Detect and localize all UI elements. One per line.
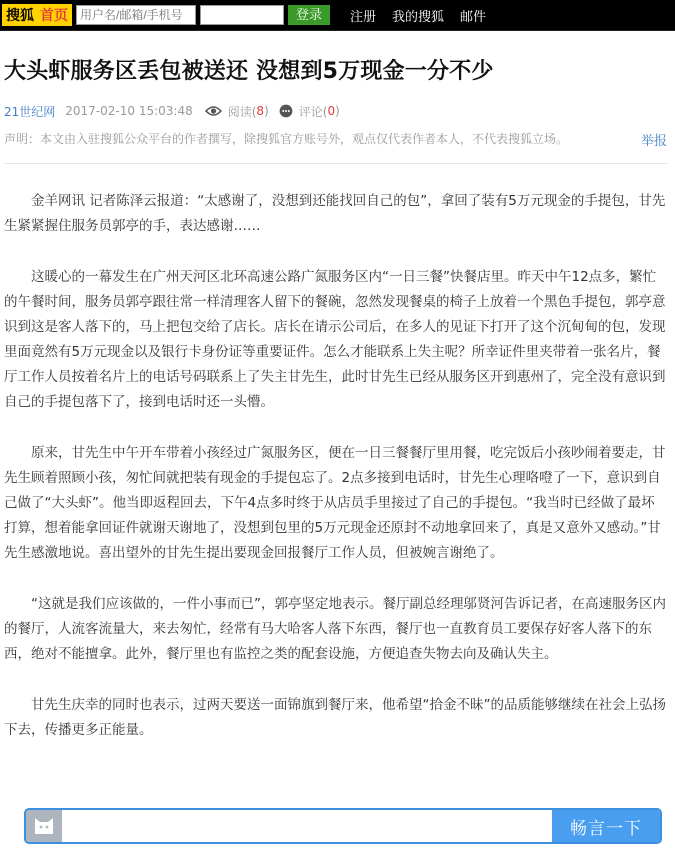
comment-count-group[interactable] [279, 103, 340, 120]
brand-block[interactable] [2, 4, 72, 26]
my-sohu-link[interactable]: 我的搜狐 [392, 9, 445, 25]
comment-count: 0 [327, 104, 336, 118]
sohu-logo[interactable]: 搜狐 [6, 8, 34, 24]
article-paragraph: 原来，甘先生中午开车带着小孩经过广氮服务区，便在一日三餐餐厅里用餐，吃完饭后小孩吵闹着要走，甘先生顾着照顾小孩，匆忙间就把装有现金的手提包忘了。2点多接到电话时，甘先生心理咯噔了一下，意识到自己做了“大头虾”。他当即返程回去，下午4点多时终于从店员手里接过了自己的手提包。“我当时已经做了最坏打算，想着能拿回证件就谢天谢地了，没想到包里的5万元现金还原封不动地拿回来了，真是又意外又感动。”甘先生感激地说。喜出望外的甘先生提出要现金回报餐厅工作人员，但被婉言谢绝了。 [4, 445, 666, 561]
password-input[interactable] [200, 5, 284, 25]
article-body [4, 189, 667, 743]
article-paragraph: 甘先生庆幸的同时也表示，过两天要送一面锦旗到餐厅来，他希望“拾金不昧”的品质能够继续在社会上弘扬下去，传播更多正能量。 [4, 697, 666, 738]
avatar [26, 810, 62, 842]
read-count: 8 [256, 104, 265, 118]
disclaimer-text: 声明：本文由入驻搜狐公众平台的作者撰写，除搜狐官方账号外，观点仅代表作者本人，不代表搜狐立场。 [4, 132, 569, 146]
username-input[interactable] [76, 5, 196, 25]
comment-icon [279, 104, 293, 118]
report-link[interactable]: 举报 [640, 134, 667, 149]
mail-link[interactable]: 邮件 [460, 9, 487, 25]
eye-icon [205, 105, 222, 117]
register-link[interactable]: 注册 [350, 9, 377, 25]
comment-label: 评论( [298, 104, 328, 119]
article-container [0, 57, 675, 743]
top-bar [0, 0, 675, 31]
read-count-group [205, 103, 269, 120]
article-paragraph: “这就是我们应该做的，一件小事而已”，郭亭坚定地表示。餐厅副总经理邬贤河告诉记者，在高速服务区内的餐厅，人流客流量大，来去匆忙，经常有马大哈客人落下东西，餐厅也一直教育员工要保存好客人落下的东西，绝对不能擅拿。此外，餐厅里也有监控之类的配套设施，方便追查失物去向及确认失主。 [4, 596, 666, 662]
login-button[interactable]: 登录 [288, 5, 330, 25]
read-label: 阅读( [227, 104, 257, 119]
article-title: 大头虾服务区丢包被送还 没想到5万现金一分不少 [4, 59, 494, 84]
article-paragraph: 这暖心的一幕发生在广州天河区北环高速公路广氮服务区内“一日三餐”快餐店里。昨天中午12点多，繁忙的午餐时间，服务员郭亭跟往常一样清理客人留下的餐碗，忽然发现餐桌的椅子上放着一个黑色手提包，郭亭意识到这是客人落下的，马上把包交给了店长。店长在请示公司后，在多人的见证下打开了这个沉甸甸的包，发现里面竟然有5万元现金以及银行卡身份证等重要证件。怎么才能联系上失主呢？所幸证件里夹带着一张名片，餐厅工作人员按着名片上的电话号码联系上了失主甘先生，此时甘先生已经从服务区开到惠州了，完全没有意识到自己的手提包落下了，接到电话时还一头懵。 [4, 269, 666, 410]
article-meta [4, 102, 667, 120]
comment-bar [24, 808, 662, 844]
comment-input[interactable] [62, 810, 552, 842]
comment-close: ) [335, 104, 340, 118]
article-source[interactable]: 21世纪网 [4, 104, 56, 119]
default-avatar-icon [32, 814, 56, 838]
article-paragraph: 金羊网讯 记者陈泽云报道：“太感谢了，没想到还能找回自己的包”，拿回了装有5万元现金的手提包，甘先生紧紧握住服务员郭亭的手，表达感谢…… [4, 193, 666, 234]
submit-comment-button[interactable]: 畅言一下 [552, 810, 660, 842]
read-close: ) [264, 104, 269, 118]
publish-time: 2017-02-10 15:03:48 [65, 104, 193, 118]
home-link[interactable]: 首页 [40, 8, 68, 24]
disclaimer-row [4, 130, 667, 164]
